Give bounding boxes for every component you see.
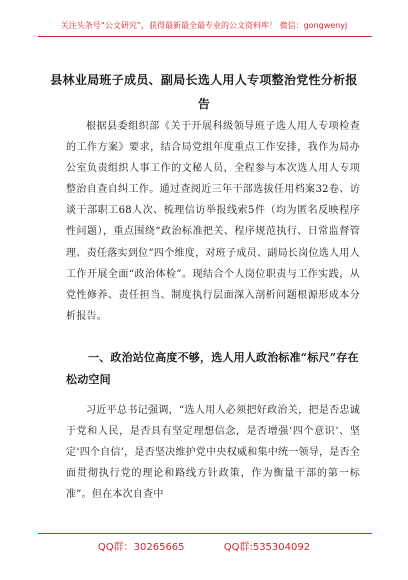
document-body-continued (66, 400, 360, 505)
document-title: 县林业局班子成员、副局长选人用人专项整治党性分析报告 (50, 73, 358, 111)
footer-qq-group-1: QQ群：30265665 (97, 542, 185, 553)
footer-qq-group-2: QQ群:535304092 (223, 542, 311, 553)
page-footer (0, 538, 408, 553)
header-divider (38, 36, 372, 37)
footer-divider (38, 533, 372, 534)
paragraph-intro: 根据县委组织部《关于开展科级领导班子选人用人专项检查的工作方案》要求，结合局党组年度重点工作安排，我作为局办公室负责组织人事工作的文秘人员，全程参与本次选人用人专项整治自查自纠工作。通过查阅近三年干部选拔任用档案32卷、访谈干部职工68人次、梳理信访举报线索5件（均为匿名反映程序性问题），重点围绕“政治标准把关、程序规范执行、日常监督管理、责任落实到位”四个维度，对班子成员、副局长岗位选人用人工作开展全面“政治体检”。现结合个人岗位职责与工作实践，从党性修养、责任担当、制度执行层面深入剖析问题根源形成本分析报告。 (66, 121, 360, 322)
section-heading-1: 一、政治站位高度不够，选人用人政治标准“标尺”存在松动空间 (66, 351, 359, 386)
paragraph-section1: 习近平总书记强调，“选人用人必须把好政治关，把是否忠诚于党和人民，是否具有坚定理想信念，是否增强‘四个意识’、坚定‘四个自信’，是否坚决维护党中央权威和集中统一领导，是否全面贯彻执行党的理论和路线方针政策，作为衡量干部的第一标准”。但在本次自查中 (66, 405, 360, 501)
page-header-note: 关注头条号“公文研究”，获得最新最全最专业的公文资料库！ 微信：gongwenyj (60, 21, 348, 30)
document-body (66, 116, 360, 327)
